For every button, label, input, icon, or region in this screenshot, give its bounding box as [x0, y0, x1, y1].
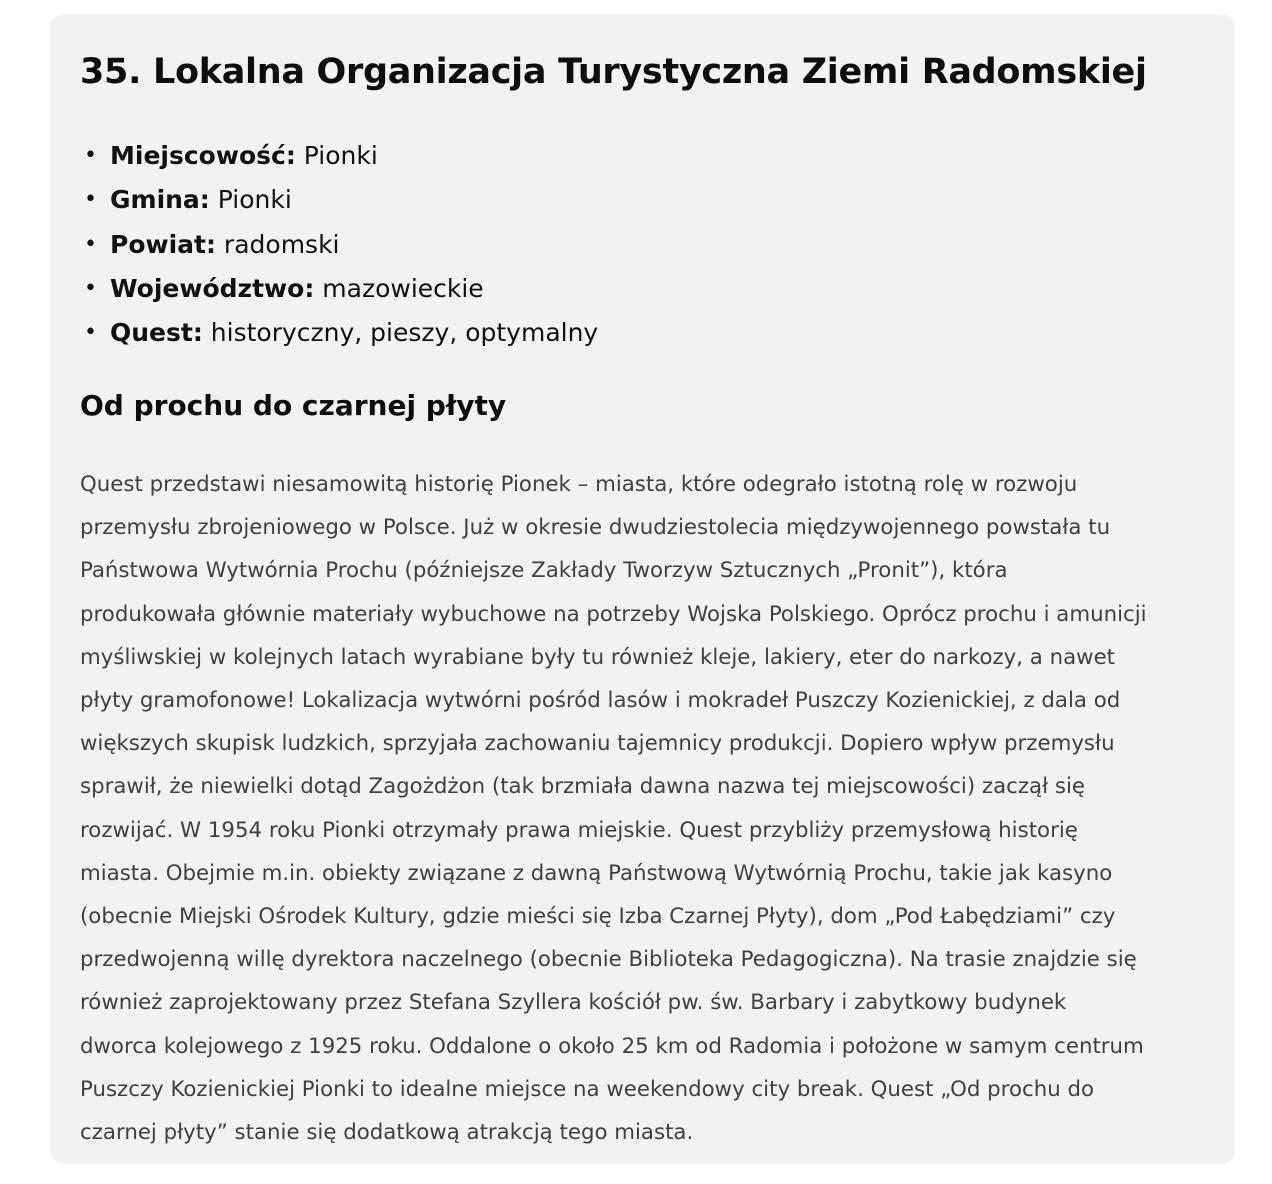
- fact-item-wojewodztwo: [84, 267, 598, 311]
- fact-value: mazowieckie: [314, 273, 484, 303]
- section-title: 35. Lokalna Organizacja Turystyczna Ziemi Radomskiej: [80, 52, 1147, 92]
- quest-subtitle: Od prochu do czarnej płyty: [80, 389, 507, 422]
- fact-label: Miejscowość:: [110, 141, 296, 170]
- facts-list: [84, 134, 599, 355]
- bullet-icon: •: [84, 143, 97, 168]
- bullet-icon: •: [84, 231, 97, 257]
- fact-item-powiat: [84, 223, 598, 267]
- fact-item-gmina: [84, 178, 598, 222]
- fact-value: radomski: [215, 229, 340, 259]
- description-line: (obecnie Miejski Ośrodek Kultury, gdzie mieści się Izba Czarnej Płyty), dom „Pod Łabędziami” czy: [80, 904, 1116, 930]
- description-line: dworca kolejowego z 1925 roku. Oddalone o około 25 km od Radomia i położone w samym centrum: [80, 1033, 1144, 1059]
- description-line: sprawił, że niewielki dotąd Zagożdżon (tak brzmiała dawna nazwa tej miejscowości) zaczął się: [80, 774, 1086, 800]
- bullet-icon: •: [84, 320, 97, 346]
- description-line: produkowała głównie materiały wybuchowe na potrzeby Wojska Polskiego. Oprócz prochu i amunicji: [80, 601, 1147, 627]
- quest-card: [50, 14, 1235, 1164]
- bullet-icon: •: [84, 275, 97, 301]
- description-line: czarnej płyty” stanie się dodatkową atrakcją tego miasta.: [80, 1120, 694, 1146]
- description-line: przemysłu zbrojeniowego w Polsce. Już w okresie dwudziestolecia międzywojennego powstała tu: [80, 515, 1111, 541]
- description-line: również zaprojektowany przez Stefana Szyllera kościół pw. św. Barbary i zabytkowy budynek: [80, 990, 1067, 1016]
- description-line: Państwowa Wytwórnia Prochu (późniejsze Zakłady Tworzyw Sztucznych „Pronit”), która: [80, 558, 1008, 584]
- quest-description: [80, 463, 1220, 1154]
- fact-label: Gmina:: [110, 185, 210, 215]
- description-line: Quest przedstawi niesamowitą historię Pionek – miasta, które odegrało istotną rolę w rozwoju: [80, 472, 1078, 497]
- description-line: myśliwskiej w kolejnych latach wyrabiane były tu również kleje, lakiery, eter do narkozy, a nawet: [80, 644, 1116, 670]
- description-line: rozwijać. W 1954 roku Pionki otrzymały prawa miejskie. Quest przybliży przemysłową historię: [80, 817, 1078, 843]
- fact-item-miejscowosc: [84, 134, 598, 178]
- bullet-icon: •: [84, 187, 97, 213]
- description-line: Puszczy Kozienickiej Pionki to idealne miejsce na weekendowy city break. Quest „Od prochu do: [80, 1076, 1095, 1102]
- fact-value: Pionki: [295, 141, 378, 170]
- fact-label: Województwo:: [110, 273, 315, 303]
- fact-item-quest: [84, 311, 599, 355]
- description-line: większych skupisk ludzkich, sprzyjała zachowaniu tajemnicy produkcji. Dopiero wpływ przemysłu: [80, 731, 1115, 757]
- fact-label: Quest:: [110, 318, 203, 348]
- description-line: przedwojenną willę dyrektora naczelnego (obecnie Biblioteka Pedagogiczna). Na trasie znajdzie się: [80, 947, 1137, 973]
- description-line: miasta. Obejmie m.in. obiekty związane z dawną Państwową Wytwórnią Prochu, takie jak kasyno: [80, 860, 1113, 886]
- fact-value: historyczny, pieszy, optymalny: [202, 318, 599, 348]
- fact-label: Powiat:: [110, 229, 216, 259]
- fact-value: Pionki: [209, 185, 292, 215]
- description-line: płyty gramofonowe! Lokalizacja wytwórni pośród lasów i mokradeł Puszczy Kozienickiej, z dala od: [80, 688, 1121, 714]
